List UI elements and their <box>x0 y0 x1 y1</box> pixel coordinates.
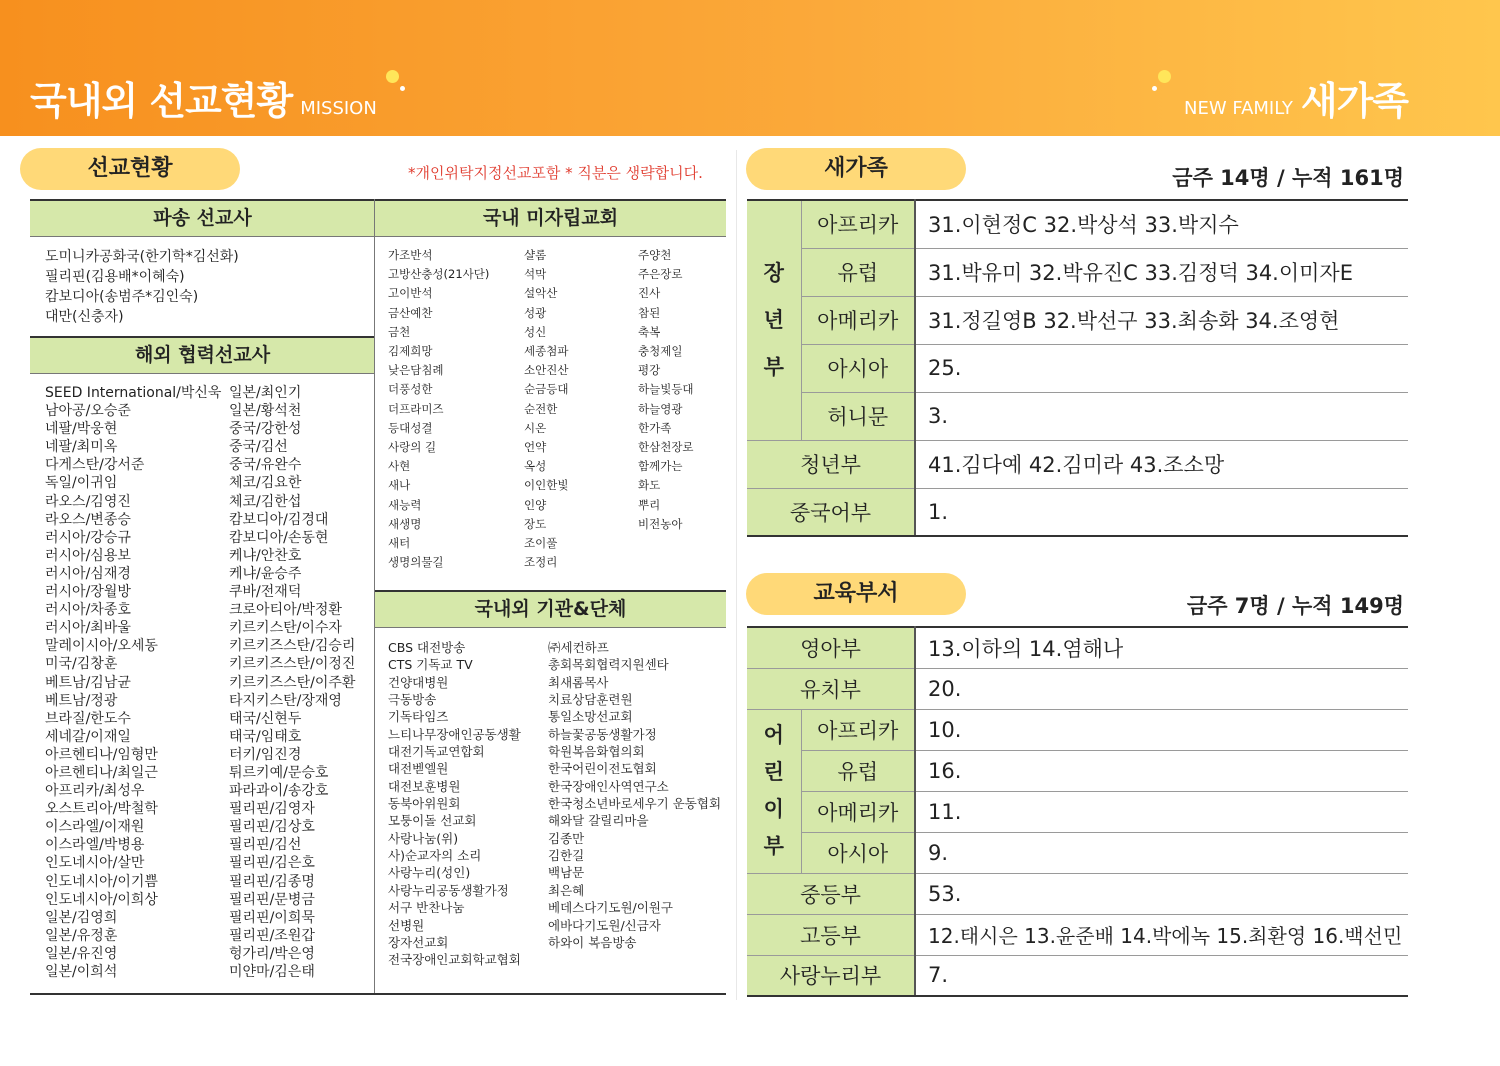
region-label: 아프리카 <box>801 200 915 248</box>
list-item: 평강 <box>638 363 661 378</box>
list-item: 케냐/윤승주 <box>229 565 302 582</box>
list-item: 최새롬목사 <box>548 674 609 690</box>
list-item: 오스트리아/박철학 <box>45 801 158 818</box>
region-value: 31.정길영B 32.박선구 33.최송화 34.조영현 <box>915 296 1408 344</box>
list-item: 브라질/한도수 <box>45 710 131 727</box>
list-item: 대전벧엘원 <box>388 761 449 777</box>
table-row <box>747 488 1408 536</box>
list-item: 일본/유진영 <box>45 945 118 962</box>
list-item: 언약 <box>524 440 547 455</box>
list-item: 필리핀/조원갑 <box>229 927 315 944</box>
region-value: 31.박유미 32.박유진C 33.김정덕 34.이미자E <box>915 248 1408 296</box>
overseas-missionaries-col1 <box>45 384 221 981</box>
list-item: 캄보디아/김경대 <box>229 511 329 528</box>
list-item: 낮은담침례 <box>388 363 444 378</box>
list-item: 체코/김한섭 <box>229 493 302 510</box>
list-item: 필리핀/김은호 <box>229 855 315 872</box>
list-item: 함께가는 <box>638 459 683 474</box>
list-item: 러시아/장월방 <box>45 584 131 601</box>
education-table <box>747 626 1408 997</box>
list-item: 한삼천장로 <box>638 440 694 455</box>
list-item: 말레이시아/오세동 <box>45 638 158 655</box>
domestic-church-col1 <box>388 246 489 572</box>
institutions-col2 <box>548 639 721 951</box>
decor-dot-icon <box>1158 70 1171 83</box>
table-row <box>747 296 1408 344</box>
education-count: 금주 7명 / 누적 149명 <box>1186 594 1404 618</box>
list-item: 순전한 <box>524 401 558 416</box>
list-item: 캄보디아(송범주*김인숙) <box>45 289 199 305</box>
list-item: 금천 <box>388 324 411 339</box>
list-item: 사)순교자의 소리 <box>388 848 482 864</box>
list-item: 사랑누리(성인) <box>388 865 471 881</box>
list-item: 인도네시아/살만 <box>45 855 145 872</box>
header-banner <box>0 0 1500 136</box>
department-label: 청년부 <box>747 440 915 488</box>
list-item: 하늘꽃공동생활가정 <box>548 726 657 742</box>
list-item: 아르헨티나/최일근 <box>45 764 158 781</box>
list-item: 미얀마/김은태 <box>229 964 315 980</box>
list-item: 고방산충성(21사단) <box>388 267 490 282</box>
list-item: 다게스탄/강서준 <box>45 457 145 474</box>
list-item: 조정리 <box>524 555 558 570</box>
list-item: 새생명 <box>388 516 422 531</box>
children-group-label: 어 린 이 부 <box>747 709 801 873</box>
list-item: 러시아/차종호 <box>45 602 131 619</box>
list-item: 캄보디아/손동현 <box>229 529 329 546</box>
table-bottom-line <box>30 993 726 995</box>
region-label: 허니문 <box>801 392 915 440</box>
list-item: 네팔/최미옥 <box>45 439 118 456</box>
list-item: 동북아위원회 <box>388 796 461 812</box>
list-item: 설악산 <box>524 286 558 301</box>
list-item: 치료상담훈련원 <box>548 692 633 708</box>
list-item: 사랑의 길 <box>388 440 437 455</box>
list-item: 장자선교회 <box>388 934 449 950</box>
list-item: 키르키즈스탄/김승리 <box>229 638 356 655</box>
department-value: 53. <box>915 873 1408 914</box>
list-item: 극동방송 <box>388 692 437 708</box>
list-item: 체코/김요한 <box>229 475 302 492</box>
list-item: 러시아/심재경 <box>45 565 131 582</box>
domestic-church-header: 국내 미자립교회 <box>375 199 726 237</box>
list-item: 대전보훈병원 <box>388 778 461 794</box>
list-item: 하늘빛등대 <box>638 382 694 397</box>
list-item: 러시아/심용보 <box>45 547 131 564</box>
department-label: 중등부 <box>747 873 915 914</box>
region-label: 아메리카 <box>801 791 915 832</box>
list-item: 아르헨티나/임형만 <box>45 746 158 763</box>
list-item: 러시아/강승규 <box>45 529 131 546</box>
list-item: 샬롬 <box>524 248 547 262</box>
list-item: SEED International/박신욱 <box>45 385 222 401</box>
list-item: 순금등대 <box>524 382 569 397</box>
list-item: 이스라엘/이재원 <box>45 819 145 836</box>
list-item: 중국/강한성 <box>229 421 302 438</box>
list-item: 태국/신현두 <box>229 710 302 727</box>
list-item: 새능력 <box>388 497 422 512</box>
list-item: 사현 <box>388 459 411 474</box>
list-item: 한국어린이전도협회 <box>548 761 657 777</box>
department-label: 고등부 <box>747 914 915 955</box>
overseas-missionaries-header: 해외 협력선교사 <box>30 336 375 374</box>
list-item: 모퉁이돌 선교회 <box>388 813 477 829</box>
region-value: 25. <box>915 344 1408 392</box>
department-value: 41.김다예 42.김미라 43.조소망 <box>915 440 1408 488</box>
new-family-table <box>747 199 1408 537</box>
list-item: 하와이 복음방송 <box>548 934 637 950</box>
list-item: 느티나무장애인공동생활 <box>388 726 521 742</box>
table-row <box>747 791 1408 832</box>
list-item: 필리핀(김용배*이혜숙) <box>45 269 185 285</box>
list-item: 충청제일 <box>638 344 683 359</box>
region-value: 16. <box>915 750 1408 791</box>
list-item: 생명의물길 <box>388 555 444 570</box>
table-row <box>747 873 1408 914</box>
youth-group-label: 장 년 부 <box>747 200 801 440</box>
mission-status-pill: 선교현황 <box>20 148 240 190</box>
decor-dot-icon <box>386 70 399 83</box>
region-value: 3. <box>915 392 1408 440</box>
list-item: 건양대병원 <box>388 674 449 690</box>
decor-dot-icon <box>400 86 405 91</box>
list-item: 인도네시아/이희상 <box>45 891 158 908</box>
list-item: 태국/임태호 <box>229 728 302 745</box>
list-item: 에바다기도원/신금자 <box>548 917 661 933</box>
list-item: 중국/유완수 <box>229 457 302 474</box>
institutions-header: 국내외 기관&단체 <box>375 590 726 628</box>
list-item: 키르키즈스탄/이주환 <box>229 674 356 691</box>
list-item: 뿌리 <box>638 497 661 512</box>
list-item: 베트남/정광 <box>45 692 118 709</box>
region-value: 31.이현정C 32.박상석 33.박지수 <box>915 200 1408 248</box>
list-item: 필리핀/김영자 <box>229 801 315 818</box>
list-item: 성광 <box>524 305 547 320</box>
list-item: 키르키즈스탄/이정진 <box>229 656 356 673</box>
department-value: 13.이하의 14.염해나 <box>915 627 1408 668</box>
list-item: 등대성결 <box>388 420 433 435</box>
list-item: 중국/김선 <box>229 439 288 456</box>
department-value: 20. <box>915 668 1408 709</box>
list-item: 기독타임즈 <box>388 709 449 725</box>
list-item: 일본/황석천 <box>229 403 302 420</box>
list-item: 더풍성한 <box>388 382 433 397</box>
list-item: 금산예찬 <box>388 305 433 320</box>
department-label: 사랑누리부 <box>747 955 915 996</box>
region-value: 9. <box>915 832 1408 873</box>
education-pill: 교육부서 <box>746 573 966 615</box>
list-item: 베트남/김남균 <box>45 674 131 691</box>
list-item: 새나 <box>388 478 411 493</box>
list-item: 진사 <box>638 286 661 301</box>
list-item: 고이반석 <box>388 286 433 301</box>
list-item: 일본/이희석 <box>45 964 118 980</box>
list-item: 한국장애인사역연구소 <box>548 778 669 794</box>
table-row <box>747 440 1408 488</box>
list-item: 가조반석 <box>388 248 433 262</box>
list-item: 케냐/안찬호 <box>229 547 302 564</box>
region-label: 유럽 <box>801 248 915 296</box>
domestic-church-col3 <box>638 246 694 534</box>
table-row <box>747 627 1408 668</box>
table-row <box>747 750 1408 791</box>
list-item: 아프리카/최성우 <box>45 783 145 800</box>
list-item: 베데스다기도원/이원구 <box>548 900 673 916</box>
list-item: 화도 <box>638 478 661 493</box>
table-row <box>747 248 1408 296</box>
list-item: 석막 <box>524 267 547 282</box>
list-item: 소안진산 <box>524 363 569 378</box>
table-row <box>747 668 1408 709</box>
new-family-pill: 새가족 <box>746 148 966 190</box>
department-value: 12.태시은 13.윤준배 14.박에녹 15.최환영 16.백선민 <box>915 914 1408 955</box>
table-row <box>747 200 1408 248</box>
list-item: CTS 기독교 TV <box>388 657 473 673</box>
list-item: 더프라미즈 <box>388 401 444 416</box>
list-item: 일본/최인기 <box>229 385 302 401</box>
list-item: 필리핀/이희묵 <box>229 909 315 926</box>
list-item: 조이풀 <box>524 536 558 551</box>
list-item: 대전기독교연합회 <box>388 744 485 760</box>
mission-header-title: 국내외 선교현황 MISSION <box>30 79 377 123</box>
list-item: 세종첨파 <box>524 344 569 359</box>
region-label: 유럽 <box>801 750 915 791</box>
list-item: 해와달 갈릴리마을 <box>548 813 649 829</box>
list-item: 쿠바/전재덕 <box>229 584 302 601</box>
list-item: 크로아티아/박정환 <box>229 602 342 619</box>
list-item: 새터 <box>388 536 411 551</box>
region-label: 아시아 <box>801 832 915 873</box>
department-label: 유치부 <box>747 668 915 709</box>
list-item: 독일/이귀임 <box>45 475 118 492</box>
table-row <box>747 392 1408 440</box>
table-row <box>747 709 1408 750</box>
list-item: 참된 <box>638 305 661 320</box>
list-item: 김한길 <box>548 848 585 864</box>
list-item: 필리핀/김상호 <box>229 819 315 836</box>
list-item: 남아공/오승준 <box>45 403 131 420</box>
region-label: 아시아 <box>801 344 915 392</box>
table-row <box>747 832 1408 873</box>
department-label: 중국어부 <box>747 488 915 536</box>
list-item: 인도네시아/이기쁨 <box>45 873 158 890</box>
list-item: 네팔/박웅현 <box>45 421 118 438</box>
list-item: 사랑나눔(위) <box>388 830 459 846</box>
list-item: 필리핀/김종명 <box>229 873 315 890</box>
list-item: 축복 <box>638 324 661 339</box>
domestic-church-col2 <box>524 246 568 572</box>
list-item: 한가족 <box>638 420 672 435</box>
list-item: 러시아/최바울 <box>45 620 131 637</box>
decor-dot-icon <box>1152 86 1157 91</box>
list-item: 인양 <box>524 497 547 512</box>
region-label: 아프리카 <box>801 709 915 750</box>
page-divider <box>736 150 737 1000</box>
overseas-missionaries-col2 <box>229 384 355 981</box>
list-item: 일본/김영희 <box>45 909 118 926</box>
list-item: 김제희망 <box>388 344 433 359</box>
list-item: 백남문 <box>548 865 585 881</box>
list-item: CBS 대전방송 <box>388 640 466 655</box>
list-item: 학원복음화협의회 <box>548 744 645 760</box>
list-item: 헝가리/박은영 <box>229 945 315 962</box>
table-row <box>747 344 1408 392</box>
list-item: 필리핀/문병금 <box>229 891 315 908</box>
list-item: 전국장애인교회학교협회 <box>388 952 521 968</box>
list-item: 성신 <box>524 324 547 339</box>
list-item: 옥성 <box>524 459 547 474</box>
department-value: 7. <box>915 955 1408 996</box>
list-item: 주양천 <box>638 248 672 262</box>
list-item: 터키/임진경 <box>229 746 302 763</box>
list-item: 최은혜 <box>548 882 585 898</box>
list-item: ㈜세컨하프 <box>548 640 609 655</box>
list-item: 대만(신충자) <box>45 309 124 325</box>
list-item: 장도 <box>524 516 547 531</box>
list-item: 미국/김창훈 <box>45 656 118 673</box>
region-label: 아메리카 <box>801 296 915 344</box>
list-item: 선병원 <box>388 917 425 933</box>
region-value: 10. <box>915 709 1408 750</box>
list-item: 라오스/변종승 <box>45 511 131 528</box>
list-item: 하늘영광 <box>638 401 683 416</box>
table-row <box>747 914 1408 955</box>
list-item: 타지키스탄/장재영 <box>229 692 342 709</box>
new-family-header-title: NEW FAMILY 새가족 <box>1184 79 1408 123</box>
list-item: 한국청소년바로세우기 운동협회 <box>548 796 722 812</box>
institutions-col1 <box>388 639 521 969</box>
list-item: 주은장로 <box>638 267 683 282</box>
dispatched-missionaries-header: 파송 선교사 <box>30 199 375 237</box>
list-item: 키르키스탄/이수자 <box>229 620 342 637</box>
department-value: 1. <box>915 488 1408 536</box>
list-item: 비전농아 <box>638 516 683 531</box>
list-item: 세네갈/이재일 <box>45 728 131 745</box>
list-item: 튀르키예/문승호 <box>229 764 329 781</box>
list-item: 라오스/김영진 <box>45 493 131 510</box>
list-item: 일본/유정훈 <box>45 927 118 944</box>
dispatched-missionaries-list <box>45 247 239 327</box>
list-item: 시온 <box>524 420 547 435</box>
list-item: 필리핀/김선 <box>229 837 302 854</box>
column-divider <box>374 199 375 995</box>
list-item: 도미니카공화국(한기학*김선화) <box>45 249 239 265</box>
mission-note: *개인위탁지정선교포함 * 직분은 생략합니다. <box>408 164 703 182</box>
list-item: 김종만 <box>548 830 585 846</box>
list-item: 서구 반찬나눔 <box>388 900 465 916</box>
list-item: 이스라엘/박병용 <box>45 837 145 854</box>
list-item: 이인한빛 <box>524 478 569 493</box>
new-family-count: 금주 14명 / 누적 161명 <box>1172 166 1404 190</box>
region-value: 11. <box>915 791 1408 832</box>
list-item: 사랑누리공동생활가정 <box>388 882 509 898</box>
department-label: 영아부 <box>747 627 915 668</box>
list-item: 통일소망선교회 <box>548 709 633 725</box>
table-row <box>747 955 1408 996</box>
list-item: 총회목회협력지원센타 <box>548 657 669 673</box>
list-item: 파라과이/송강호 <box>229 783 329 800</box>
